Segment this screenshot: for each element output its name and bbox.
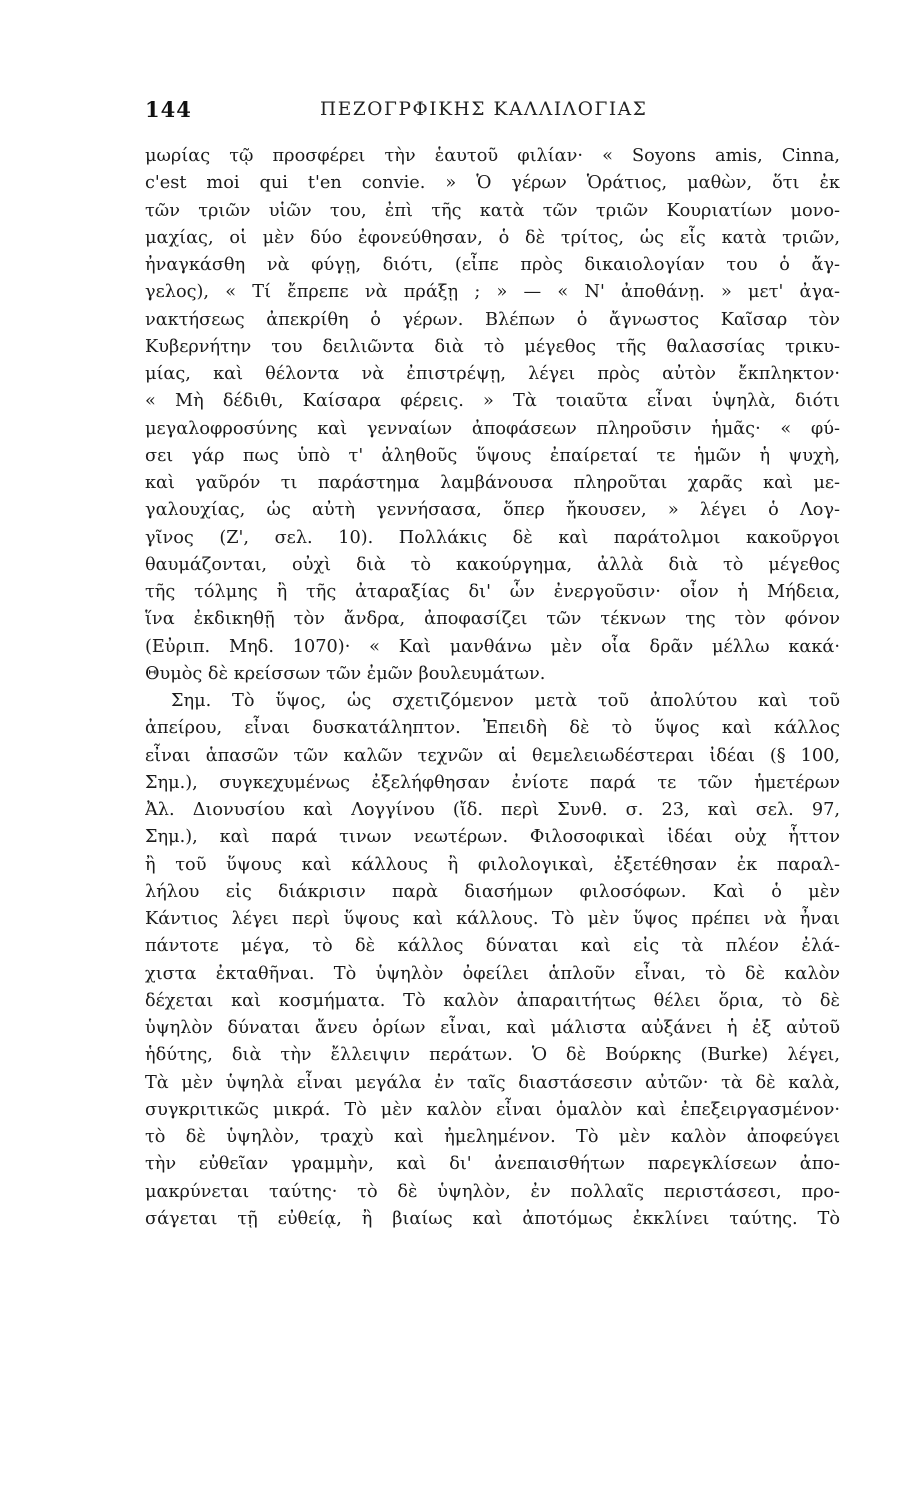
text-line: (Εὐριπ. Μηδ. 1070)· « Καὶ μανθάνω μὲν οἷα δρᾶν μέλλω κακά·	[145, 636, 840, 657]
text-line: χιστα ἐκταθῆναι. Τὸ ὑψηλὸν ὀφείλει ἁπλοῦν εἶναι, τὸ δὲ καλὸν	[145, 963, 840, 984]
text-line: πάντοτε μέγα, τὸ δὲ κάλλος δύναται καὶ εἰς τὰ πλέον ἐλά-	[145, 936, 840, 957]
text-line: εἶναι ἁπασῶν τῶν καλῶν τεχνῶν αἱ θεμελειωδέστεραι ἰδέαι (§ 100,	[145, 745, 840, 766]
text-line: τῆς τόλμης ἢ τῆς ἀταραξίας δι' ὧν ἐνεργοῦσιν· οἷον ἡ Μήδεια,	[145, 582, 840, 602]
text-line: γελος), « Τί ἔπρεπε νὰ πράξῃ ; » — « Ν' ἀποθάνῃ. » μετ' ἀγα-	[145, 282, 840, 303]
text-line: c'est moi qui t'en convie. » Ὁ γέρων Ὁράτιος, μαθὼν, ὅτι ἐκ	[145, 173, 840, 194]
text-line: θαυμάζονται, οὐχὶ διὰ τὸ κακούργημα, ἀλλὰ διὰ τὸ μέγεθος	[145, 554, 840, 575]
text-line: μεγαλοφροσύνης καὶ γενναίων ἀποφάσεων πληροῦσιν ἡμᾶς· « φύ-	[145, 418, 840, 439]
text-line: ἀπείρου, εἶναι δυσκατάληπτον. Ἐπειδὴ δὲ τὸ ὕψος καὶ κάλλος	[145, 718, 840, 739]
text-line: γῖνος (Ζ', σελ. 10). Πολλάκις δὲ καὶ παράτολμοι κακοῦργοι	[145, 527, 840, 548]
text-line: Ἀλ. Διονυσίου καὶ Λογγίνου (ἴδ. περὶ Συνθ. σ. 23, καὶ σελ. 97,	[145, 800, 840, 820]
text-line: λήλου εἰς διάκρισιν παρὰ διασήμων φιλοσόφων. Καὶ ὁ μὲν	[145, 881, 840, 902]
running-title: ΠΕΖΟΓΡΦΙΚΗΣ ΚΑΛΛΙΛΟΓΙΑΣ	[320, 99, 648, 120]
text-line: μακρύνεται ταύτης· τὸ δὲ ὑψηλὸν, ἐν πολλαῖς περιστάσεσι, προ-	[145, 1181, 840, 1202]
text-line: μαχίας, οἱ μὲν δύο ἐφονεύθησαν, ὁ δὲ τρίτος, ὡς εἷς κατὰ τριῶν,	[145, 227, 840, 248]
text-line: μίας, καὶ θέλοντα νὰ ἐπιστρέψῃ, λέγει πρὸς αὐτὸν ἔκπληκτον·	[145, 364, 840, 384]
page-number: 144	[145, 97, 192, 122]
text-line: « Μὴ δέδιθι, Καίσαρα φέρεις. » Τὰ τοιαῦτα εἶναι ὑψηλὰ, διότι	[145, 391, 840, 412]
text-line: γαλουχίας, ὡς αὐτὴ γεννήσασα, ὅπερ ἤκουσεν, » λέγει ὁ Λογ-	[145, 500, 840, 521]
text-line: καὶ γαῦρόν τι παράστημα λαμβάνουσα πληροῦται χαρᾶς καὶ με-	[145, 473, 840, 493]
body-text	[145, 143, 840, 1233]
text-line: ἵνα ἐκδικηθῇ τὸν ἄνδρα, ἀποφασίζει τῶν τέκνων της τὸν φόνον	[145, 609, 840, 630]
text-line: τῶν τριῶν υἱῶν του, ἐπὶ τῆς κατὰ τῶν τριῶν Κουριατίων μονο-	[145, 200, 840, 221]
text-line: νακτήσεως ἀπεκρίθη ὁ γέρων. Βλέπων ὁ ἄγνωστος Καῖσαρ τὸν	[145, 309, 840, 330]
text-line: Θυμὸς δὲ κρείσσων τῶν ἐμῶν βουλευμάτων.	[145, 663, 546, 684]
text-line: τὴν εὐθεῖαν γραμμὴν, καὶ δι' ἀνεπαισθήτων παρεγκλίσεων ἀπο-	[145, 1154, 840, 1175]
text-line: Σημ.), καὶ παρά τινων νεωτέρων. Φιλοσοφικαὶ ἰδέαι οὐχ ἧττον	[145, 827, 840, 848]
text-line: Κυβερνήτην του δειλιῶντα διὰ τὸ μέγεθος τῆς θαλασσίας τρικυ-	[145, 336, 840, 357]
text-line: Σημ.), συγκεχυμένως ἐξελήφθησαν ἐνίοτε παρά τε τῶν ἡμετέρων	[145, 772, 840, 793]
text-line: σάγεται τῇ εὐθείᾳ, ἢ βιαίως καὶ ἀποτόμως ἐκκλίνει ταύτης. Τὸ	[145, 1208, 840, 1229]
page-header	[145, 97, 835, 127]
text-line: τὸ δὲ ὑψηλὸν, τραχὺ καὶ ἠμελημένον. Τὸ μὲν καλὸν ἀποφεύγει	[145, 1127, 840, 1147]
text-line: σει γάρ πως ὑπὸ τ' ἀληθοῦς ὕψους ἐπαίρεταί τε ἡμῶν ἡ ψυχὴ,	[145, 445, 840, 466]
text-line: Τὰ μὲν ὑψηλὰ εἶναι μεγάλα ἐν ταῖς διαστάσεσιν αὐτῶν· τὰ δὲ καλὰ,	[145, 1072, 840, 1093]
text-line: Σημ. Τὸ ὕψος, ὡς σχετιζόμενον μετὰ τοῦ ἀπολύτου καὶ τοῦ	[171, 691, 840, 711]
text-line: Κάντιος λέγει περὶ ὕψους καὶ κάλλους. Τὸ μὲν ὕψος πρέπει νὰ ἦναι	[145, 909, 840, 929]
text-line: ὑψηλὸν δύναται ἄνευ ὁρίων εἶναι, καὶ μάλιστα αὐξάνει ἡ ἐξ αὐτοῦ	[145, 1018, 840, 1038]
text-line: μωρίας τῷ προσφέρει τὴν ἑαυτοῦ φιλίαν· « Soyons amis, Cinna,	[145, 146, 840, 166]
text-line: ἢ τοῦ ὕψους καὶ κάλλους ἢ φιλολογικαὶ, ἐξετέθησαν ἐκ παραλ-	[145, 854, 840, 875]
text-line: ἡδύτης, διὰ τὴν ἔλλειψιν περάτων. Ὁ δὲ Βούρκης (Burke) λέγει,	[145, 1045, 840, 1066]
text-line: ἠναγκάσθη νὰ φύγῃ, διότι, (εἶπε πρὸς δικαιολογίαν του ὁ ἄγ-	[145, 255, 840, 275]
text-line: δέχεται καὶ κοσμήματα. Τὸ καλὸν ἀπαραιτήτως θέλει ὅρια, τὸ δὲ	[145, 990, 840, 1011]
text-line: συγκριτικῶς μικρά. Τὸ μὲν καλὸν εἶναι ὁμαλὸν καὶ ἐπεξειργασμένον·	[145, 1099, 840, 1120]
